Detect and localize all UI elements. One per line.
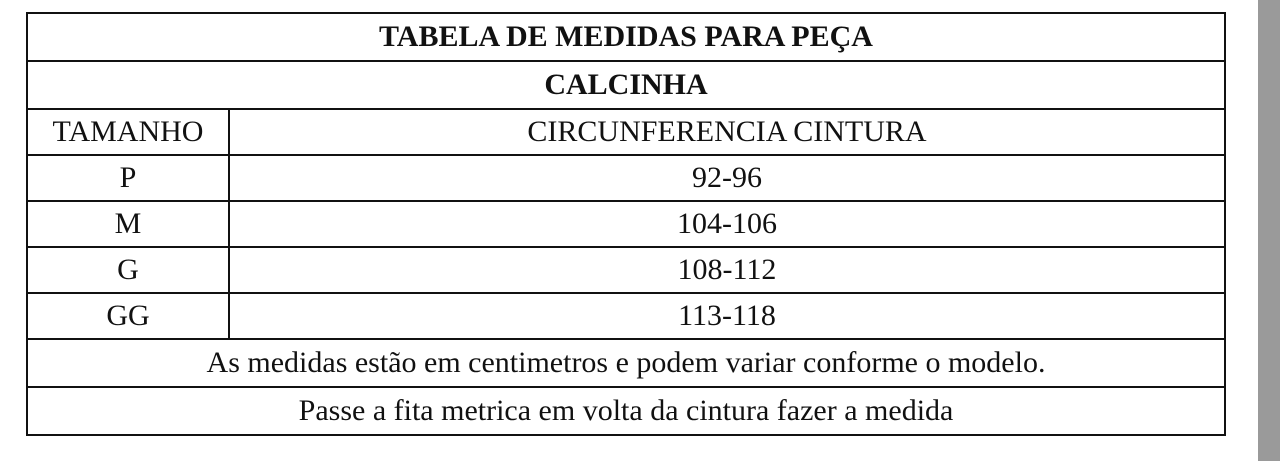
table-title: TABELA DE MEDIDAS PARA PEÇA	[27, 13, 1225, 61]
header-measure: CIRCUNFERENCIA CINTURA	[229, 109, 1225, 155]
measure-cell: 113-118	[229, 293, 1225, 339]
table-row	[27, 155, 1225, 201]
subtitle-row	[27, 61, 1225, 109]
size-cell: G	[27, 247, 229, 293]
size-cell: M	[27, 201, 229, 247]
note-row	[27, 387, 1225, 435]
column-header-row	[27, 109, 1225, 155]
table-row	[27, 201, 1225, 247]
header-size: TAMANHO	[27, 109, 229, 155]
table-subtitle: CALCINHA	[27, 61, 1225, 109]
measure-cell: 92-96	[229, 155, 1225, 201]
size-chart-table	[26, 12, 1226, 436]
note-row	[27, 339, 1225, 387]
measure-cell: 108-112	[229, 247, 1225, 293]
table-row	[27, 247, 1225, 293]
size-cell: P	[27, 155, 229, 201]
title-row	[27, 13, 1225, 61]
side-scroll-strip	[1258, 0, 1280, 461]
table-row	[27, 293, 1225, 339]
note-instructions: Passe a fita metrica em volta da cintura fazer a medida	[27, 387, 1225, 435]
size-cell: GG	[27, 293, 229, 339]
note-units: As medidas estão em centimetros e podem variar conforme o modelo.	[27, 339, 1225, 387]
measure-cell: 104-106	[229, 201, 1225, 247]
